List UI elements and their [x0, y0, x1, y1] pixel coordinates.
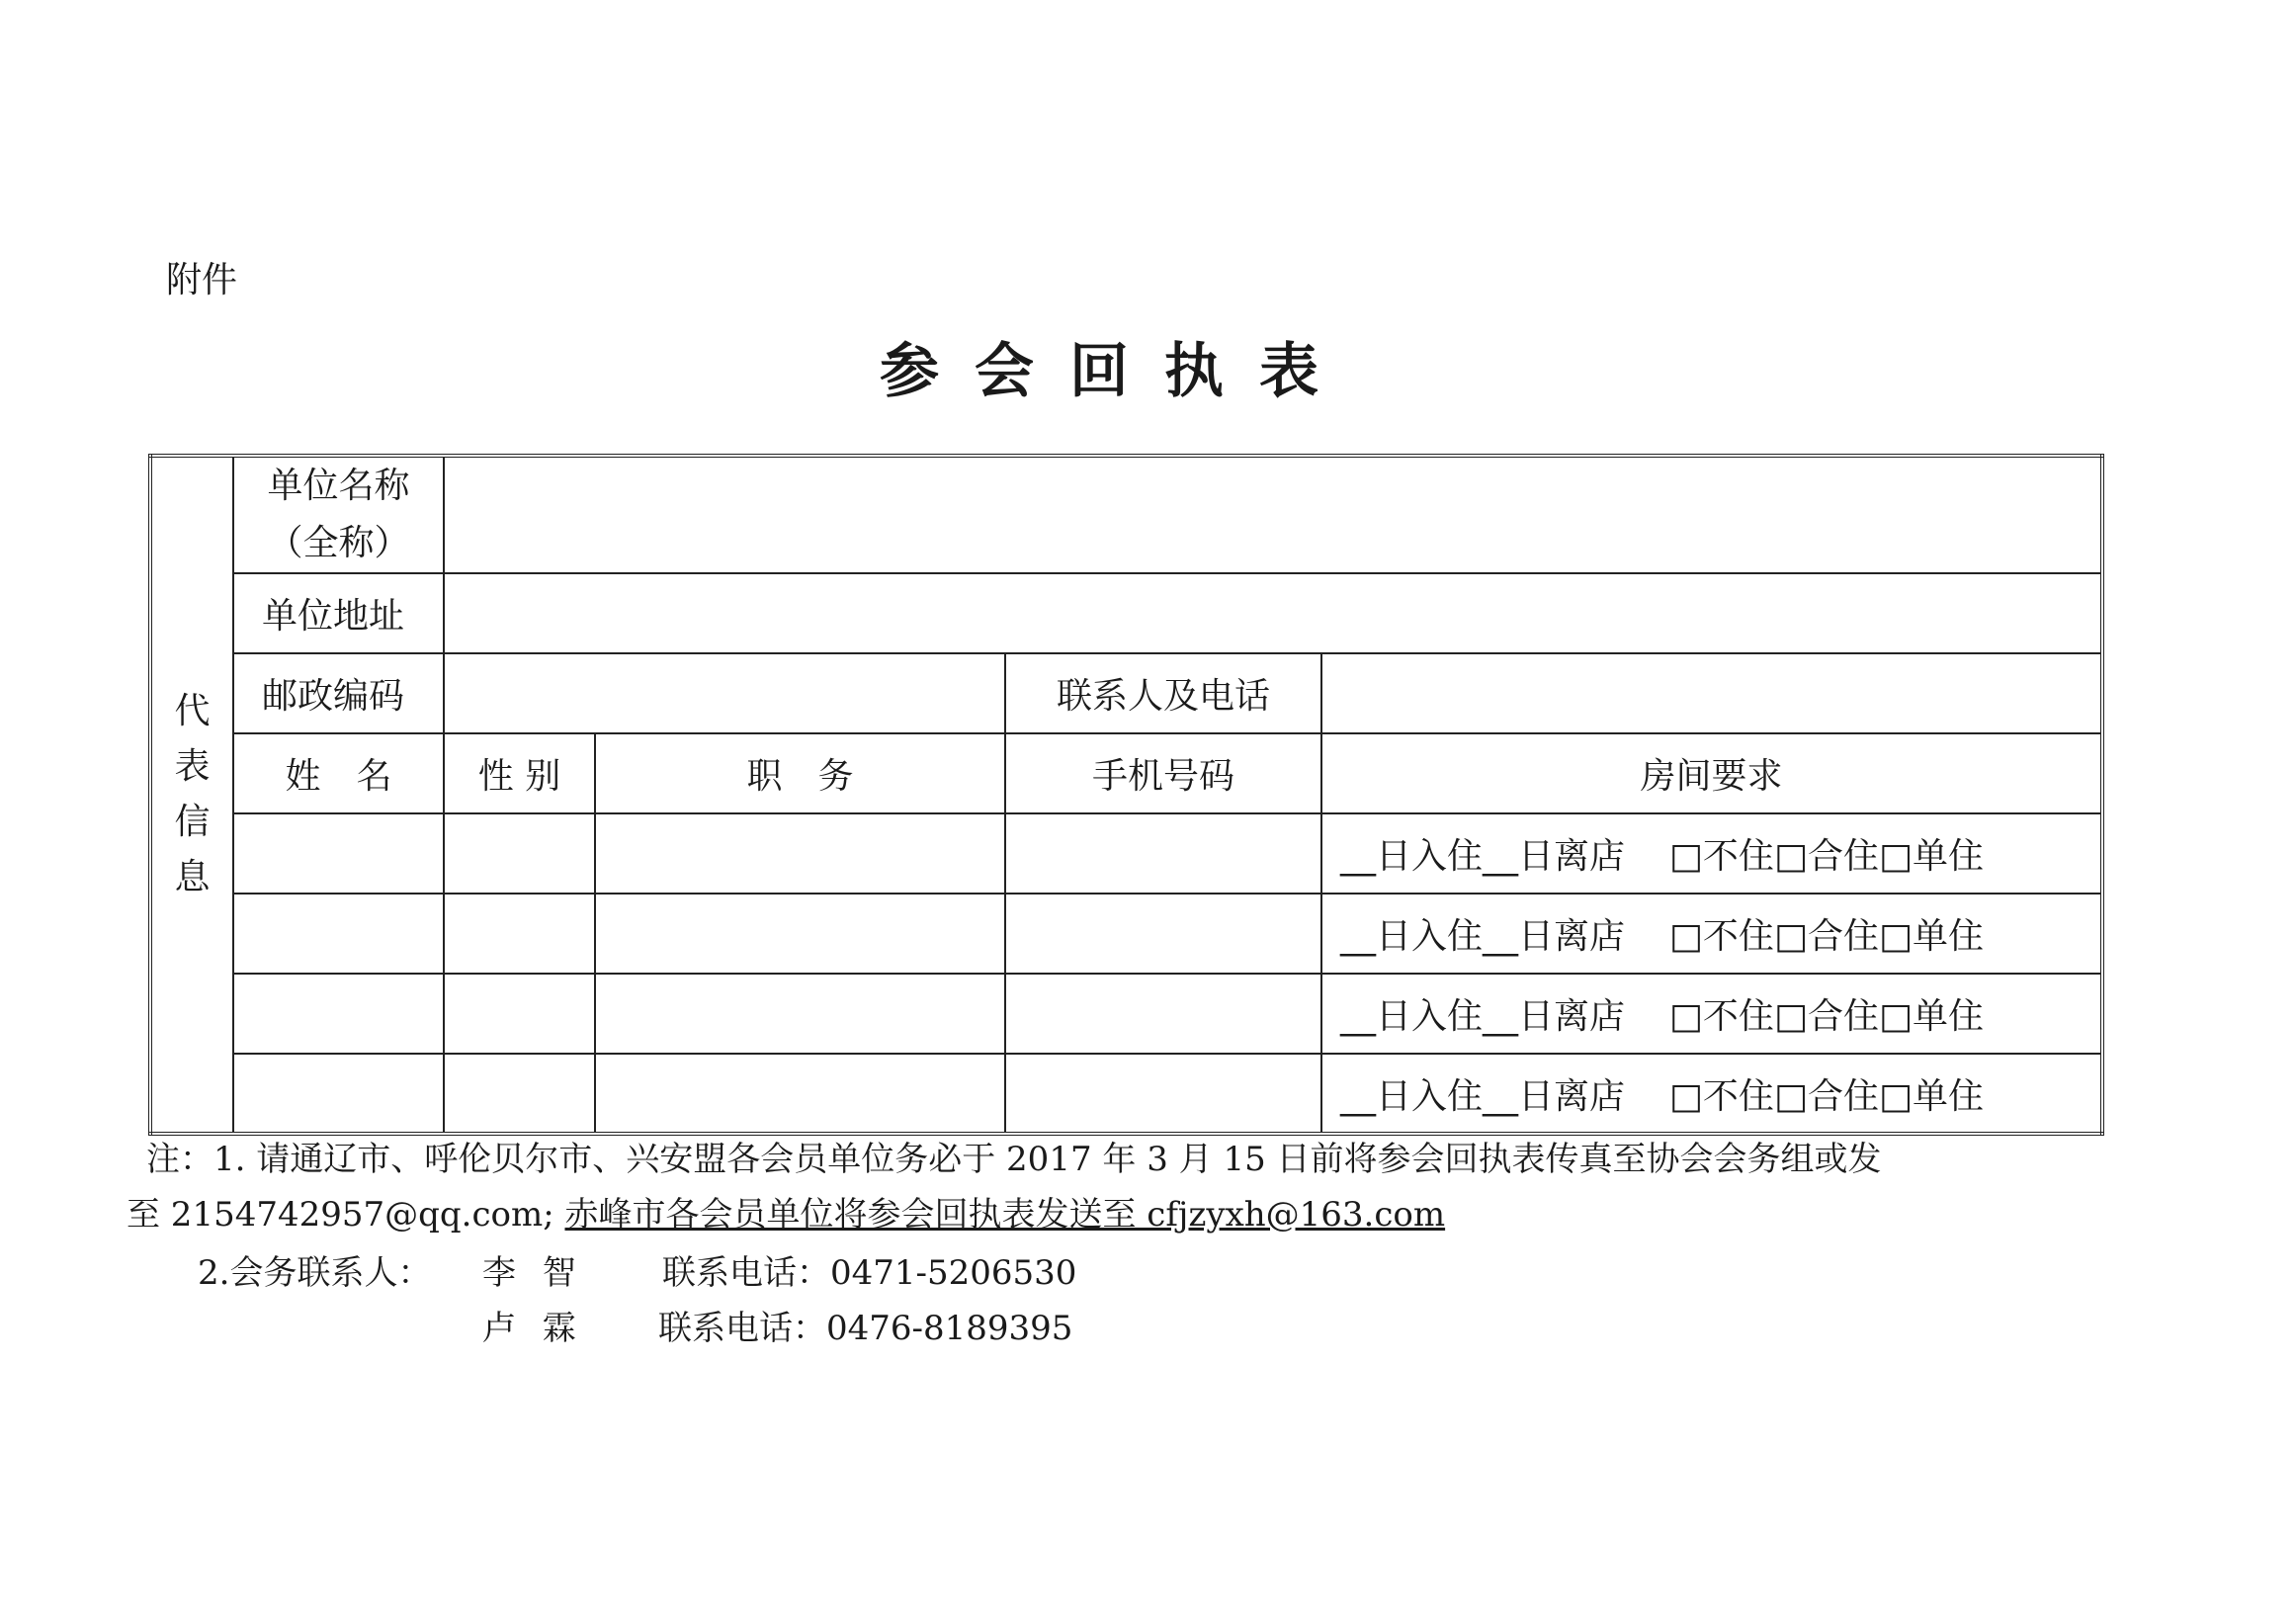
single-room-checkbox[interactable]: □单住 [1878, 1075, 1984, 1117]
unit-name-label [233, 456, 444, 573]
column-header-gender: 性 别 [444, 733, 595, 813]
side-label-text: 代表信息 [174, 691, 211, 897]
unit-name-field[interactable] [444, 456, 2102, 573]
gender-cell[interactable] [444, 894, 595, 974]
unit-address-field[interactable] [444, 573, 2102, 653]
contact1-name: 李 智 [482, 1253, 584, 1293]
shared-room-checkbox[interactable]: □合住 [1773, 916, 1879, 957]
table-row [150, 813, 2102, 894]
room-cell [1321, 894, 2102, 974]
checkin-text[interactable]: __日入住__日离店 [1340, 916, 1626, 957]
name-cell[interactable] [233, 813, 444, 894]
not-stay-checkbox[interactable]: □不住 [1668, 916, 1774, 957]
gender-cell[interactable] [444, 813, 595, 894]
table-row [150, 894, 2102, 974]
gender-cell[interactable] [444, 1054, 595, 1134]
chifeng-email-text: 赤峰市各会员单位将参会回执表发送至 cfjzyxh@163.com [564, 1195, 1446, 1235]
note-line-2 [127, 1187, 2163, 1242]
contact2-phone: 联系电话：0476-8189395 [658, 1309, 1073, 1348]
shared-room-checkbox[interactable]: □合住 [1773, 836, 1879, 877]
contact2-name: 卢 霖 [482, 1309, 584, 1348]
postal-code-field[interactable] [444, 653, 1005, 733]
shared-room-checkbox[interactable]: □合住 [1773, 1075, 1879, 1117]
table-row [150, 1054, 2102, 1134]
checkin-text[interactable]: __日入住__日离店 [1340, 996, 1626, 1037]
unit-address-label: 单位地址 [233, 573, 444, 653]
unit-name-label-line1: 单位名称 [267, 466, 410, 506]
contact-title: 2.会务联系人： [198, 1253, 432, 1293]
contact-field[interactable] [1321, 653, 2102, 733]
table-row [150, 974, 2102, 1054]
mobile-cell[interactable] [1005, 1054, 1321, 1134]
shared-room-checkbox[interactable]: □合住 [1773, 996, 1879, 1037]
room-cell [1321, 1054, 2102, 1134]
column-header-position: 职 务 [595, 733, 1005, 813]
column-header-room: 房间要求 [1321, 733, 2102, 813]
notes-section [127, 1132, 2163, 1242]
position-cell[interactable] [595, 1054, 1005, 1134]
registration-form-table [148, 454, 2104, 1136]
mobile-cell[interactable] [1005, 974, 1321, 1054]
attachment-label: 附件 [166, 260, 238, 300]
checkin-text[interactable]: __日入住__日离店 [1340, 836, 1626, 877]
qq-email-text: 至 2154742957@qq.com; [127, 1195, 565, 1235]
single-room-checkbox[interactable]: □单住 [1878, 836, 1984, 877]
contact1-phone: 联系电话：0471-5206530 [662, 1253, 1077, 1293]
name-cell[interactable] [233, 1054, 444, 1134]
postal-code-label: 邮政编码 [233, 653, 444, 733]
name-cell[interactable] [233, 974, 444, 1054]
unit-name-label-line2: （全称） [267, 523, 410, 563]
position-cell[interactable] [595, 813, 1005, 894]
single-room-checkbox[interactable]: □单住 [1878, 916, 1984, 957]
checkin-text[interactable]: __日入住__日离店 [1340, 1075, 1626, 1117]
column-header-name: 姓 名 [233, 733, 444, 813]
not-stay-checkbox[interactable]: □不住 [1668, 836, 1774, 877]
not-stay-checkbox[interactable]: □不住 [1668, 1075, 1774, 1117]
name-cell[interactable] [233, 894, 444, 974]
mobile-cell[interactable] [1005, 813, 1321, 894]
representative-info-label [150, 456, 233, 1134]
note-line-1: 注：1. 请通辽市、呼伦贝尔市、兴安盟各会员单位务必于 2017 年 3 月 15 日前将参会回执表传真至协会会务组或发 [146, 1140, 1882, 1179]
position-cell[interactable] [595, 894, 1005, 974]
room-cell [1321, 974, 2102, 1054]
position-cell[interactable] [595, 974, 1005, 1054]
mobile-cell[interactable] [1005, 894, 1321, 974]
contact-label: 联系人及电话 [1005, 653, 1321, 733]
room-cell [1321, 813, 2102, 894]
column-header-mobile: 手机号码 [1005, 733, 1321, 813]
gender-cell[interactable] [444, 974, 595, 1054]
not-stay-checkbox[interactable]: □不住 [1668, 996, 1774, 1037]
page-title: 参会回执表 [880, 337, 1354, 406]
single-room-checkbox[interactable]: □单住 [1878, 996, 1984, 1037]
